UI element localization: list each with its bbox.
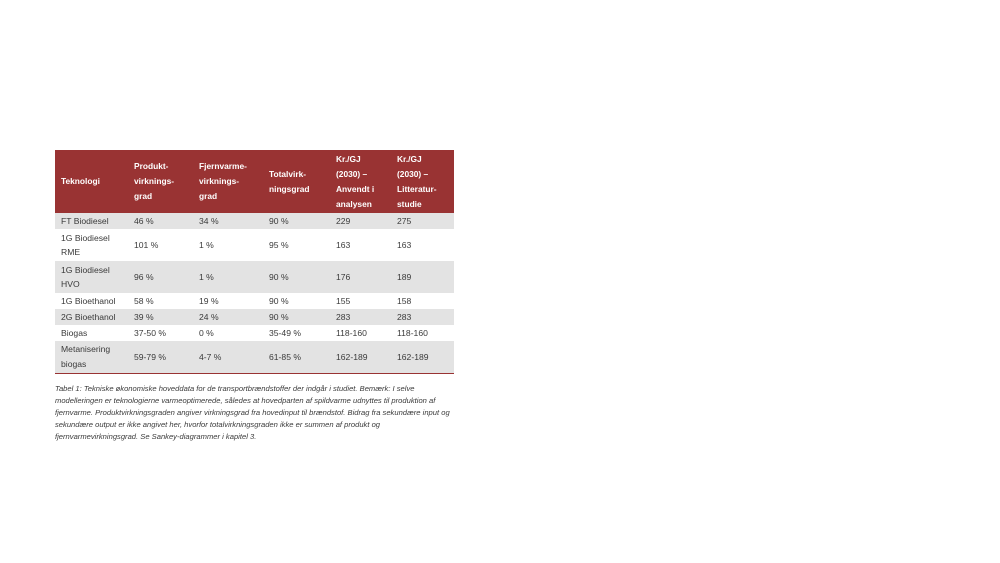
table-row — [55, 261, 454, 293]
header-totalvirkningsgrad: Totalvirk- ningsgrad — [269, 168, 310, 194]
table-cell: 37-50 % — [134, 327, 167, 338]
table-cell: 0 % — [199, 327, 214, 338]
table-cell: 1 % — [199, 271, 214, 282]
header-kr-gj-litteratur: Kr./GJ (2030) – Litteratur- studie — [397, 153, 437, 209]
table-cell: 90 % — [269, 295, 289, 306]
table-cell: 163 — [336, 239, 351, 250]
table-cell: 162-189 — [336, 351, 368, 362]
table-cell: 46 % — [134, 215, 154, 226]
table-cell: 275 — [397, 215, 412, 226]
table-cell: 4-7 % — [199, 351, 222, 362]
table-cell: 1 % — [199, 239, 214, 250]
table-cell: 19 % — [199, 295, 219, 306]
table-cell: 58 % — [134, 295, 154, 306]
table-cell: 2G Bioethanol — [61, 311, 116, 322]
document-content — [55, 150, 454, 450]
table-cell: 118-160 — [397, 327, 428, 338]
table-cell: 283 — [397, 311, 412, 322]
table-body — [55, 213, 454, 373]
table-cell: 1G Biodiesel HVO — [61, 264, 110, 289]
table-cell: 39 % — [134, 311, 154, 322]
header-fjernvarmevirkningsgrad: Fjernvarme- virknings- grad — [199, 161, 247, 201]
table-header — [55, 150, 454, 213]
table-cell: 101 % — [134, 239, 159, 250]
header-produktvirkningsgrad: Produkt- virknings- grad — [134, 161, 175, 201]
table-cell: 96 % — [134, 271, 154, 282]
table-cell: 176 — [336, 271, 351, 282]
table-cell: 158 — [397, 295, 412, 306]
table-header-row — [55, 150, 454, 213]
table-cell: 155 — [336, 295, 351, 306]
table-cell: Biogas — [61, 327, 88, 338]
table-caption: Tabel 1: Tekniske økonomiske hoveddata for de transportbrændstoffer der indgår i studiet. Bemærk: I selve modelleringen er teknologierne varmeoptimerede, således at hovedparten af spildvarme udnyttes til produktion af fjernvarme. Produktvirkningsgraden angiver virkningsgrad fra hovedinput til brændstof. Bidrag fra sekundære input og sekundære output er ikke angivet her, hvorfor totalvirkningsgraden ikke er summen af produkt og fjernvarmevirkningsgrad. Se Sankey-diagrammer i kapitel 3. — [55, 383, 450, 441]
table-cell: 61-85 % — [269, 351, 302, 362]
table-row — [55, 325, 454, 341]
table-cell: FT Biodiesel — [61, 215, 109, 226]
table-row — [55, 341, 454, 373]
table-cell: 163 — [397, 239, 412, 250]
table-cell: 1G Bioethanol — [61, 295, 116, 306]
table-cell: 35-49 % — [269, 327, 302, 338]
table-row — [55, 229, 454, 261]
technology-data-table — [55, 150, 454, 374]
table-row — [55, 293, 454, 309]
table-cell: 118-160 — [336, 327, 367, 338]
table-row — [55, 213, 454, 229]
table-cell: 90 % — [269, 311, 289, 322]
table-cell: 229 — [336, 215, 351, 226]
table-cell: 59-79 % — [134, 351, 167, 362]
table-cell: 90 % — [269, 271, 289, 282]
table-row — [55, 309, 454, 325]
header-teknologi: Teknologi — [61, 176, 100, 186]
table-cell: 34 % — [199, 215, 219, 226]
table-cell: 189 — [397, 271, 412, 282]
table-cell: 90 % — [269, 215, 289, 226]
table-cell: 1G Biodiesel RME — [61, 232, 110, 257]
table-cell: Metanisering biogas — [61, 344, 111, 369]
table-cell: 162-189 — [397, 351, 429, 362]
header-kr-gj-anvendt: Kr./GJ (2030) – Anvendt i analysen — [336, 153, 375, 209]
table-cell: 95 % — [269, 239, 289, 250]
table-cell: 283 — [336, 311, 351, 322]
table-cell: 24 % — [199, 311, 219, 322]
